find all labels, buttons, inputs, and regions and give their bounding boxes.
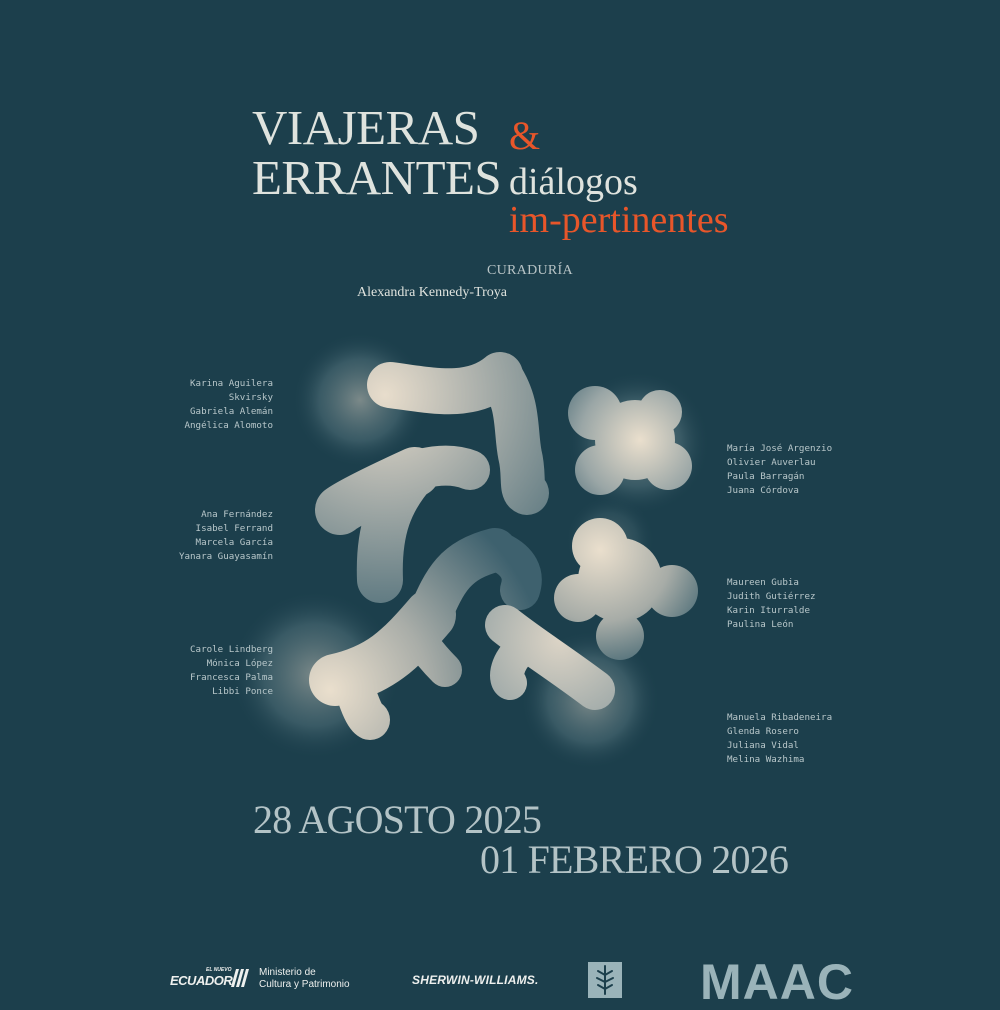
- logo-ecuador-small-text: EL NUEVO: [206, 967, 232, 973]
- artist-name: Mónica López: [206, 658, 273, 669]
- artist-name: Libbi Ponce: [212, 686, 273, 697]
- logo-ecuador: [170, 967, 250, 993]
- title-ampersand: &: [509, 113, 541, 158]
- artist-name: Maureen Gubia: [727, 577, 799, 588]
- artists-left-group-2: [179, 508, 273, 564]
- artist-name: Karina Aguilera: [190, 378, 273, 389]
- artists-left-group-1: [184, 377, 273, 433]
- artists-right-group-3: [727, 711, 832, 767]
- artist-name: Paulina León: [727, 619, 794, 630]
- artist-name: Judith Gutiérrez: [727, 591, 816, 602]
- artist-name: Carole Lindberg: [190, 644, 273, 655]
- artist-name: Gabriela Alemán: [190, 406, 273, 417]
- subtitle-line-1: diálogos: [509, 161, 638, 203]
- curation-label: CURADURÍA: [487, 263, 573, 278]
- ministerio-line-2: Cultura y Patrimonio: [259, 979, 350, 990]
- artists-right-group-2: [727, 576, 816, 632]
- artist-name: Melina Wazhima: [727, 754, 805, 765]
- artist-name: Francesca Palma: [190, 672, 273, 683]
- artist-name: Paula Barragán: [727, 471, 805, 482]
- artist-name: Skvirsky: [228, 392, 273, 403]
- artist-name: Juliana Vidal: [727, 740, 799, 751]
- ministerio-logo: [259, 967, 350, 991]
- museum-emblem-icon: [588, 962, 622, 998]
- title-line-2: ERRANTES: [252, 150, 502, 205]
- artist-name: Manuela Ribadeneira: [727, 712, 833, 723]
- artist-name: Olivier Auverlau: [727, 457, 816, 468]
- ecuador-stripes-icon: [230, 969, 250, 987]
- maac-logo: MAAC: [700, 954, 854, 1010]
- artist-name: Ana Fernández: [201, 509, 273, 520]
- artist-name: María José Argenzio: [727, 443, 833, 454]
- curator-name: Alexandra Kennedy-Troya: [357, 285, 507, 300]
- artist-name: Angélica Alomoto: [184, 420, 273, 431]
- date-start: 28 AGOSTO 2025: [253, 797, 542, 842]
- artist-name: Isabel Ferrand: [195, 523, 273, 534]
- subtitle-line-2: im-pertinentes: [509, 199, 729, 241]
- artist-name: Glenda Rosero: [727, 726, 799, 737]
- sherwin-williams-logo: SHERWIN-WILLIAMS.: [412, 973, 539, 987]
- artist-name: Karin Iturralde: [727, 605, 810, 616]
- artists-right-group-1: [727, 442, 832, 498]
- artist-name: Yanara Guayasamín: [178, 551, 273, 562]
- date-end: 01 FEBRERO 2026: [480, 837, 789, 882]
- title-line-1: VIAJERAS: [252, 100, 480, 155]
- logo-ecuador-text: ECUADOR: [170, 973, 233, 988]
- artists-left-group-3: [190, 643, 273, 699]
- ministerio-line-1: Ministerio de: [259, 967, 316, 978]
- artist-name: Marcela García: [195, 537, 273, 548]
- artist-name: Juana Córdova: [727, 485, 799, 496]
